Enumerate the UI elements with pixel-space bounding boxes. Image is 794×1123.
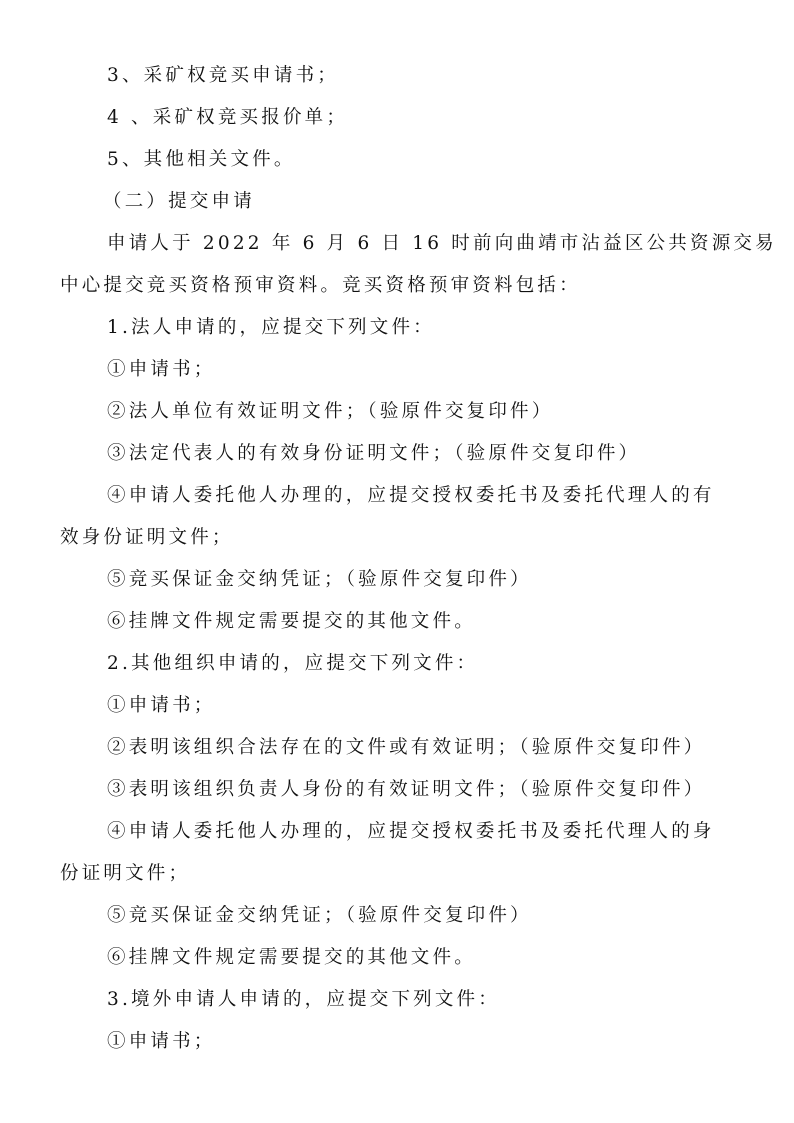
text-line: 份证明文件； [60, 863, 191, 884]
list-item: ①申请书； [107, 695, 216, 716]
text-line: 2.其他组织申请的，应提交下列文件： [107, 653, 479, 674]
list-item: ④申请人委托他人办理的，应提交授权委托书及委托代理人的有 [107, 485, 715, 506]
list-item: ②表明该组织合法存在的文件或有效证明；（验原件交复印件） [107, 737, 706, 758]
list-item: ①申请书； [107, 359, 216, 380]
list-item: ②法人单位有效证明文件；（验原件交复印件） [107, 401, 554, 422]
text-line: 3.境外申请人申请的，应提交下列文件： [107, 989, 500, 1010]
text-line: 申请人于 2022 年 6 月 6 日 16 时前向曲靖市沾益区公共资源交易 [107, 233, 777, 254]
list-item: ③表明该组织负责人身份的有效证明文件；（验原件交复印件） [107, 779, 706, 800]
text-line: 5、其他相关文件。 [107, 149, 296, 170]
list-item: ⑤竞买保证金交纳凭证；（验原件交复印件） [107, 905, 532, 926]
section-heading: （二）提交申请 [103, 191, 255, 212]
text-line: 3、采矿权竞买申请书； [107, 65, 339, 86]
text-line: 4 、采矿权竞买报价单； [107, 107, 349, 128]
list-item: ①申请书； [107, 1031, 216, 1052]
list-item: ⑥挂牌文件规定需要提交的其他文件。 [107, 611, 476, 632]
text-line: 效身份证明文件； [60, 527, 234, 548]
list-item: ⑥挂牌文件规定需要提交的其他文件。 [107, 947, 476, 968]
text-line: 1.法人申请的，应提交下列文件： [107, 317, 435, 338]
list-item: ④申请人委托他人办理的，应提交授权委托书及委托代理人的身 [107, 821, 715, 842]
list-item: ③法定代表人的有效身份证明文件；（验原件交复印件） [107, 443, 641, 464]
text-line: 中心提交竞买资格预审资料。竞买资格预审资料包括： [60, 275, 581, 296]
list-item: ⑤竞买保证金交纳凭证；（验原件交复印件） [107, 569, 532, 590]
